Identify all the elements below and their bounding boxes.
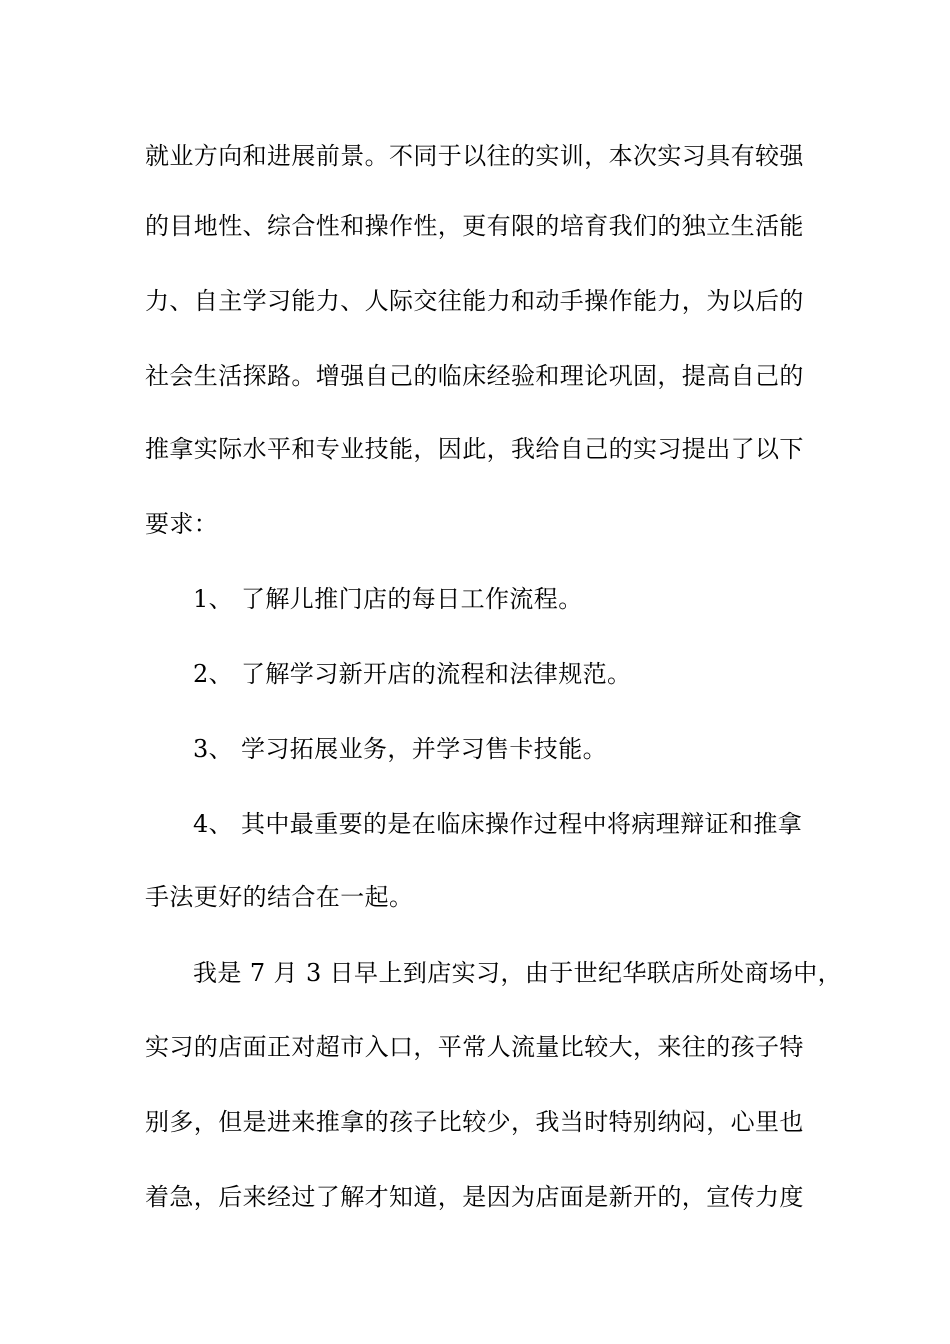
text-line: 实习的店面正对超市入口，平常人流量比较大，来往的孩子特: [145, 1033, 804, 1061]
requirement-number: 3、: [193, 735, 234, 763]
text-line: 就业方向和进展前景。不同于以往的实训，本次实习具有较强: [145, 142, 804, 170]
requirement-text: 了解学习新开店的流程和法律规范。: [241, 660, 632, 688]
text-line: 力、自主学习能力、人际交往能力和动手操作能力，为以后的: [145, 287, 804, 315]
text-line: 我是 7 月 3 日早上到店实习，由于世纪华联店所处商场中，: [193, 959, 843, 987]
requirement-text: 其中最重要的是在临床操作过程中将病理辩证和推拿: [241, 810, 803, 838]
requirement-number: 2、: [193, 660, 234, 688]
text-line: 手法更好的结合在一起。: [145, 883, 414, 911]
text-line: 社会生活探路。增强自己的临床经验和理论巩固，提高自己的: [145, 362, 804, 390]
requirement-item: [193, 734, 893, 764]
requirement-number: 4、: [193, 810, 234, 838]
text-line: 着急，后来经过了解才知道，是因为店面是新开的，宣传力度: [145, 1183, 804, 1211]
text-line: 的目地性、综合性和操作性，更有限的培育我们的独立生活能: [145, 212, 804, 240]
text-line: 别多，但是进来推拿的孩子比较少，我当时特别纳闷，心里也: [145, 1108, 804, 1136]
text-line: 推拿实际水平和专业技能，因此，我给自己的实习提出了以下: [145, 435, 804, 463]
requirement-text: 了解儿推门店的每日工作流程。: [241, 585, 583, 613]
text-line: 要求：: [145, 510, 219, 538]
requirement-item: [193, 809, 893, 839]
requirement-item: [193, 659, 893, 689]
requirement-number: 1、: [193, 585, 234, 613]
requirement-text: 学习拓展业务，并学习售卡技能。: [241, 735, 607, 763]
requirement-item: [193, 584, 893, 614]
